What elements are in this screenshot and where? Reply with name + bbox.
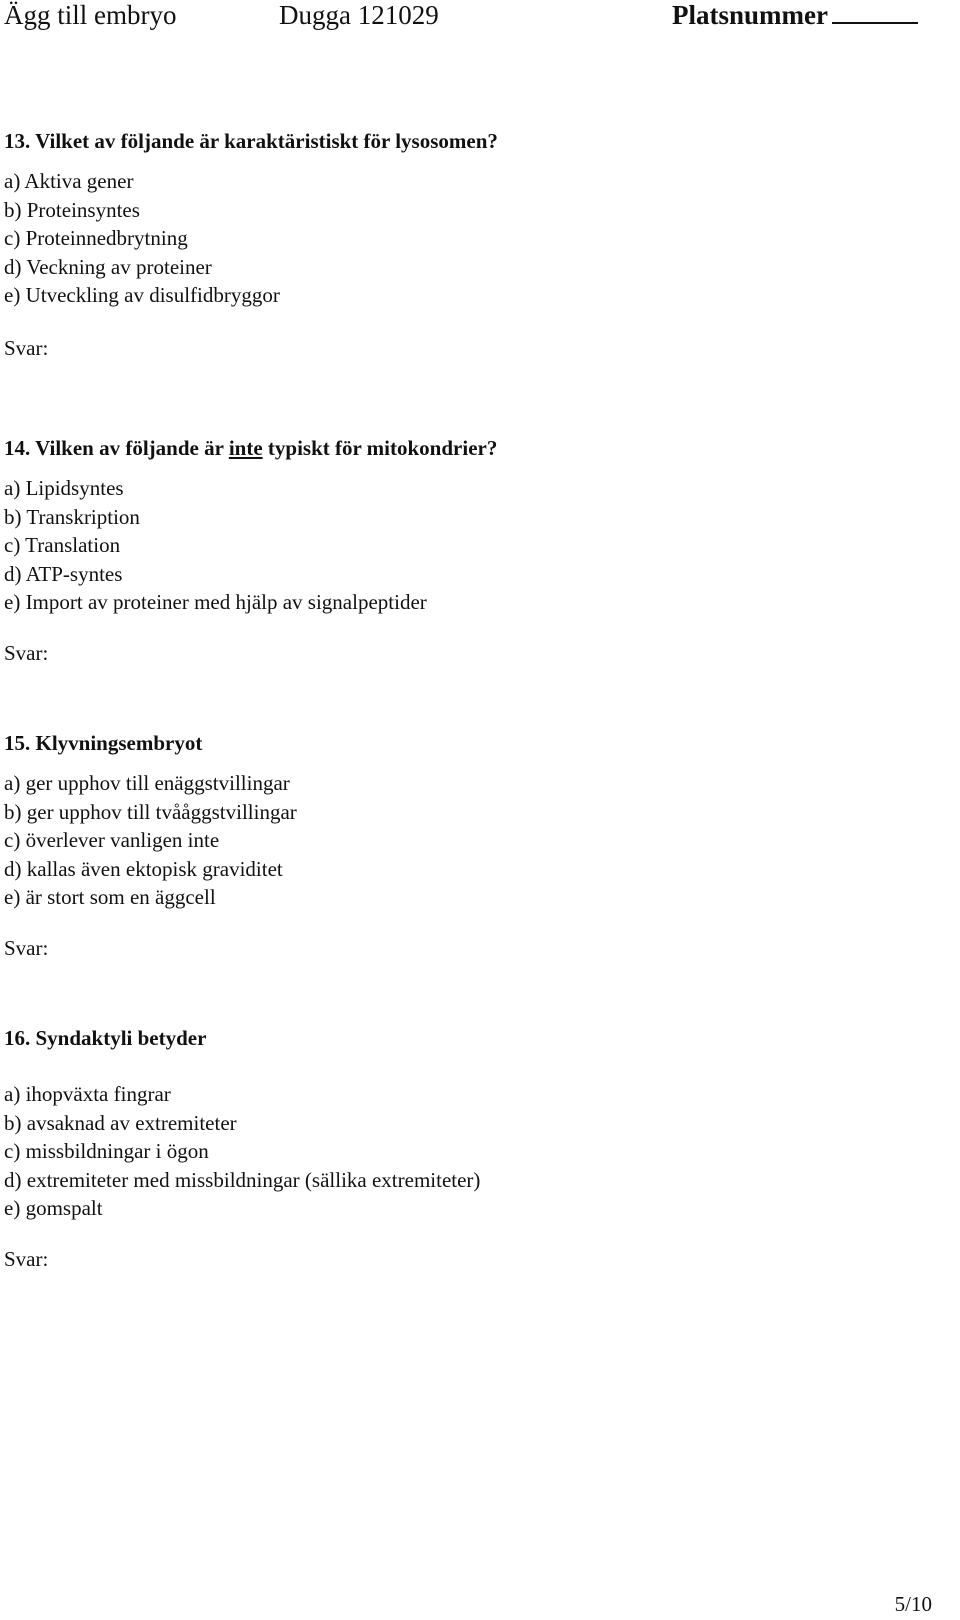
emphasis-underline: inte (228, 436, 263, 460)
option-c[interactable]: c) Proteinnedbrytning (4, 226, 188, 250)
option-a[interactable]: a) ihopväxta fingrar (4, 1082, 171, 1106)
seat-number-field[interactable] (672, 0, 918, 31)
option-d[interactable]: d) extremiteter med missbildningar (sällika extremiteter) (4, 1167, 481, 1192)
seat-number-label: Platsnummer (672, 0, 828, 30)
option-b[interactable]: b) avsaknad av extremiteter (4, 1110, 237, 1135)
option-a[interactable]: a) ger upphov till enäggstvillingar (4, 771, 290, 795)
seat-number-blank[interactable] (832, 4, 918, 24)
option-list (4, 769, 944, 912)
page-header (4, 0, 956, 40)
option-c[interactable]: c) Translation (4, 533, 121, 557)
option-e[interactable]: e) Utveckling av disulfidbryggor (4, 283, 280, 307)
option-b[interactable]: b) ger upphov till tvååggstvillingar (4, 799, 297, 824)
answer-label[interactable]: Svar: (4, 935, 49, 960)
page-number: 5/10 (894, 1592, 932, 1616)
option-d[interactable]: d) ATP-syntes (4, 561, 123, 586)
option-a[interactable]: a) Lipidsyntes (4, 476, 124, 500)
question-title: 15. Klyvningsembryot (4, 731, 203, 755)
question-13 (4, 127, 944, 362)
question-title: 14. Vilken av följande är inte typiskt för mitokondrier? (4, 436, 498, 460)
answer-label[interactable]: Svar: (4, 1246, 49, 1271)
option-e[interactable]: e) gomspalt (4, 1196, 103, 1220)
course-title: Ägg till embryo (4, 0, 177, 30)
question-title: 16. Syndaktyli betyder (4, 1026, 207, 1050)
question-14 (4, 434, 944, 667)
option-c[interactable]: c) överlever vanligen inte (4, 828, 220, 852)
option-e[interactable]: e) Import av proteiner med hjälp av signalpeptider (4, 590, 427, 614)
exam-title: Dugga 121029 (279, 0, 439, 30)
option-list (4, 474, 944, 617)
question-16 (4, 1024, 944, 1273)
question-15 (4, 729, 944, 962)
option-c[interactable]: c) missbildningar i ögon (4, 1139, 209, 1163)
option-a[interactable]: a) Aktiva gener (4, 169, 134, 193)
option-d[interactable]: d) Veckning av proteiner (4, 254, 212, 279)
option-list (4, 167, 944, 310)
option-d[interactable]: d) kallas även ektopisk graviditet (4, 856, 283, 881)
question-title: 13. Vilket av följande är karaktäristiskt för lysosomen? (4, 129, 498, 153)
option-b[interactable]: b) Proteinsyntes (4, 197, 140, 222)
option-b[interactable]: b) Transkription (4, 504, 140, 529)
option-list (4, 1080, 944, 1223)
answer-label[interactable]: Svar: (4, 335, 49, 360)
answer-label[interactable]: Svar: (4, 640, 49, 665)
option-e[interactable]: e) är stort som en äggcell (4, 885, 216, 909)
